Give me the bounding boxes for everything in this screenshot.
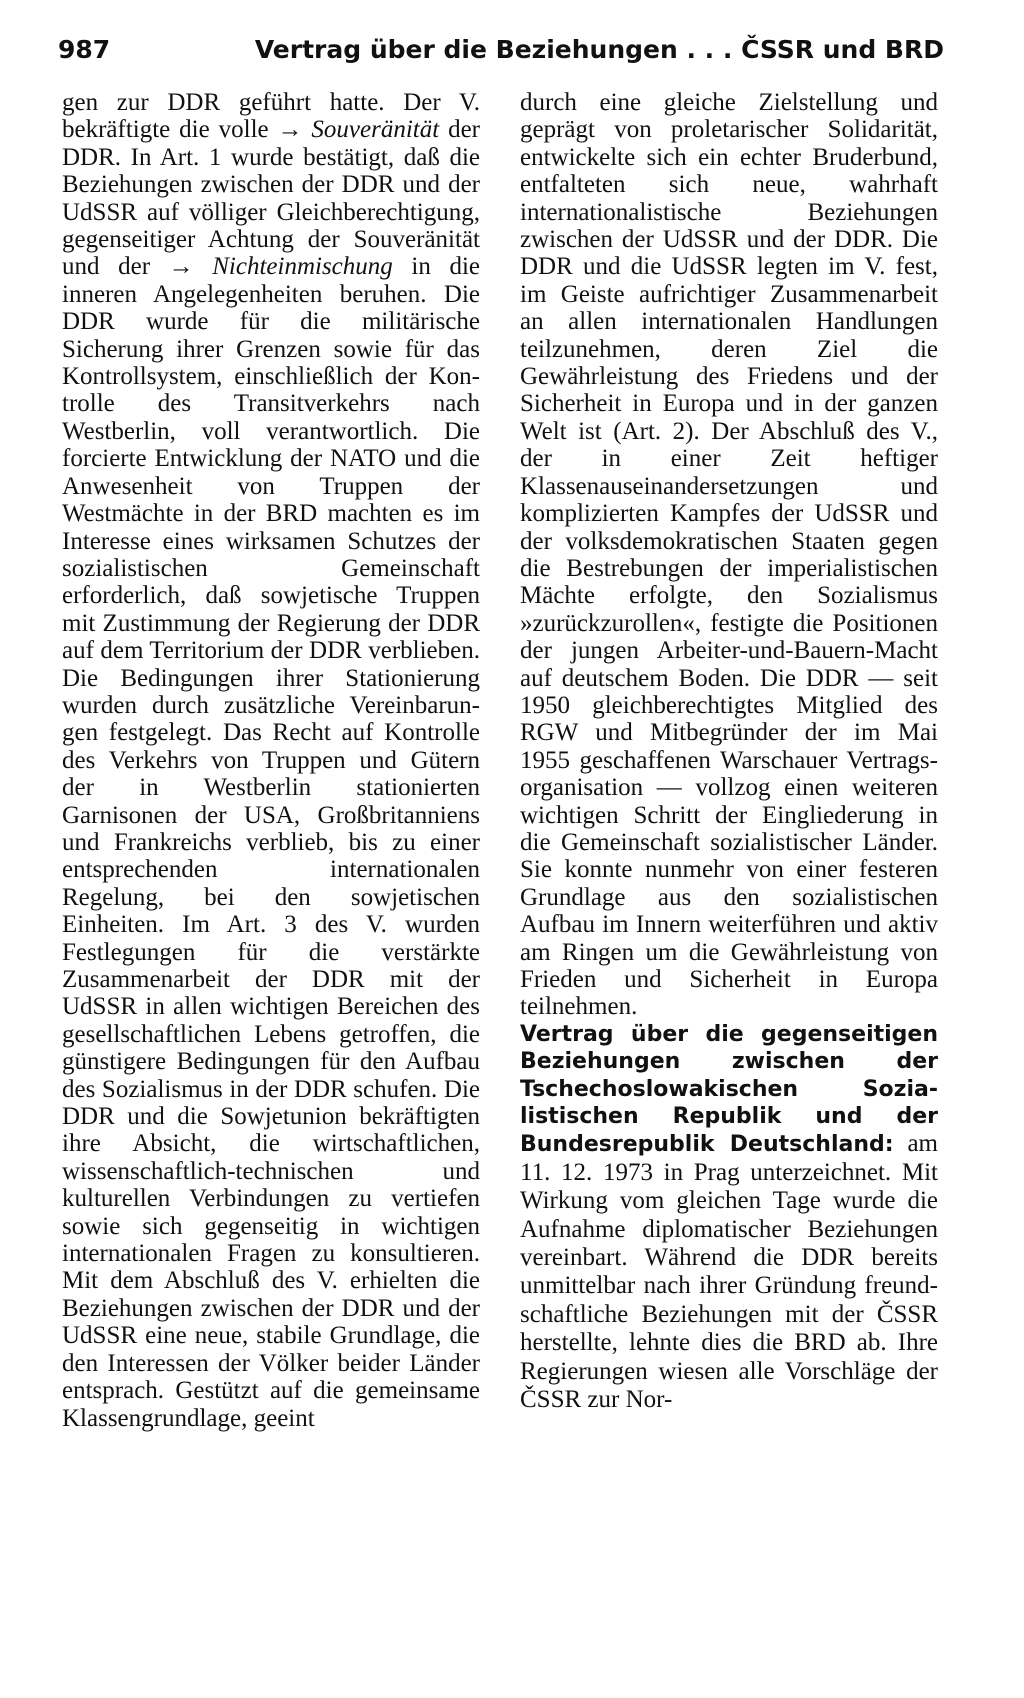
link-nichteinmischung: Nichteinmischung (212, 253, 393, 281)
running-title: Vertrag über die Beziehungen . . . ČSSR und BRD (254, 35, 944, 64)
left-column-text (62, 89, 480, 1432)
text-segment: gen zur DDR geführt hatte. Der V. bekräftigte die volle → (62, 89, 480, 144)
left-column (62, 89, 480, 1432)
right-column (520, 89, 938, 1415)
text-segment: in die inneren Angelegenheiten beruhen. Die DDR wurde für die militärische Sicherung ihrer Grenzen sowie für das Kontrollsystem, einschließlich der Kontrolle des Transitverkehrs nach Westberlin, voll verantwortlich. Die forcierte Entwicklung der NATO und die Anwesenheit von Truppen der Westmächte in der BRD machten es im Interesse eines wirksamen Schutzes der sozialistischen Gemeinschaft erforderlich, daß sowjetische Truppen mit Zustimmung der Regierung der DDR auf dem Territorium der DDR verblieben. Die Bedingungen ihrer Stationierung wurden durch zusätzliche Vereinbarungen festgelegt. Das Recht auf Kontrolle des Verkehrs von Truppen und Gütern der in Westberlin stationierten Garnisonen der USA, Großbritanniens und Frankreichs verblieb, bis zu einer entsprechenden internationalen Regelung, bei den sowjetischen Einheiten. Im Art. 3 des V. wurden Festlegungen für die verstärkte Zusammenarbeit der DDR mit der UdSSR in allen wichtigen Bereichen des gesellschaftlichen Lebens getroffen, die günstigere Bedingungen für den Aufbau des Sozialismus in der DDR schufen. Die DDR und die Sowjetunion bekräftigten ihre Absicht, die wirtschaftlichen, wissenschaftlich-technischen und kulturellen Verbindungen zu vertiefen sowie sich gegenseitig in wichtigen internationalen Fragen zu konsultieren. Mit dem Abschluß des V. erhielten die Beziehungen zwischen der DDR und der UdSSR eine neue, stabile Grundlage, die den Interessen der Völker beider Länder entsprach. Gestützt auf die gemeinsame Klassengrundlage, geeint (62, 253, 480, 1432)
link-souveraenitaet: Souveränität (311, 116, 440, 144)
page-number: 987 (58, 35, 111, 64)
right-column-paragraph: durch eine gleiche Zielstellung und geprägt von proletarischer Solidarität, entwickelte sich ein echter Bruderbund, entfalteten sich neue, wahrhaft internationalistische Beziehungen zwischen der UdSSR und der DDR. Die DDR und die UdSSR legten im V. fest, im Geiste aufrichtiger Zusammenarbeit an allen internationalen Handlungen teilzunehmen, deren Ziel die Gewährleistung des Friedens und der Sicherheit in Europa und in der ganzen Welt ist (Art. 2). Der Abschluß des V., der in einer Zeit heftiger Klassenauseinandersetzungen und komplizierten Kampfes der UdSSR und der volksdemokratischen Staaten gegen die Bestrebungen der imperialistischen Mächte erfolgte, den Sozialismus »zurückzurollen«, festigte die Positionen der jungen Arbeiter-und-Bauern-Macht auf deutschem Boden. Die DDR — seit 1950 gleichberechtigtes Mitglied des RGW und Mitbegründer der im Mai 1955 geschaffenen Warschauer Vertragsorganisation — vollzog einen weiteren wichtigen Schritt der Eingliederung in die Gemeinschaft sozialistischer Länder. Sie konnte nunmehr von einer festeren Grundlage aus den sozialistischen Aufbau im Innern weiterführen und aktiv am Ringen um die Gewährleistung von Frieden und Sicherheit in Europa teilnehmen. (520, 89, 938, 1021)
entry-block (520, 1021, 938, 1415)
page-header (58, 30, 944, 70)
entry-heading: Vertrag über die gegenseitigen Beziehungen zwischen der Tschechoslowakischen Sozialistischen Republik und der Bundesrepublik Deutschland: (520, 1021, 938, 1158)
text-segment: der DDR. In Art. 1 wurde bestätigt, daß die Beziehungen zwischen der DDR und der UdSSR auf völliger Gleichberechtigung, gegenseitiger Achtung der Souveränität und der → (62, 116, 480, 281)
entry-body: am 11. 12. 1973 in Prag unterzeichnet. Mit Wirkung vom gleichen Tage wurde die Aufnahme diplomatischer Beziehungen vereinbart. Während die DDR bereits unmittelbar nach ihrer Gründung freundschaftliche Beziehungen mit der ČSSR herstellte, lehnte dies die BRD ab. Ihre Regierungen wiesen alle Vorschläge der ČSSR zur Nor- (520, 1130, 938, 1414)
